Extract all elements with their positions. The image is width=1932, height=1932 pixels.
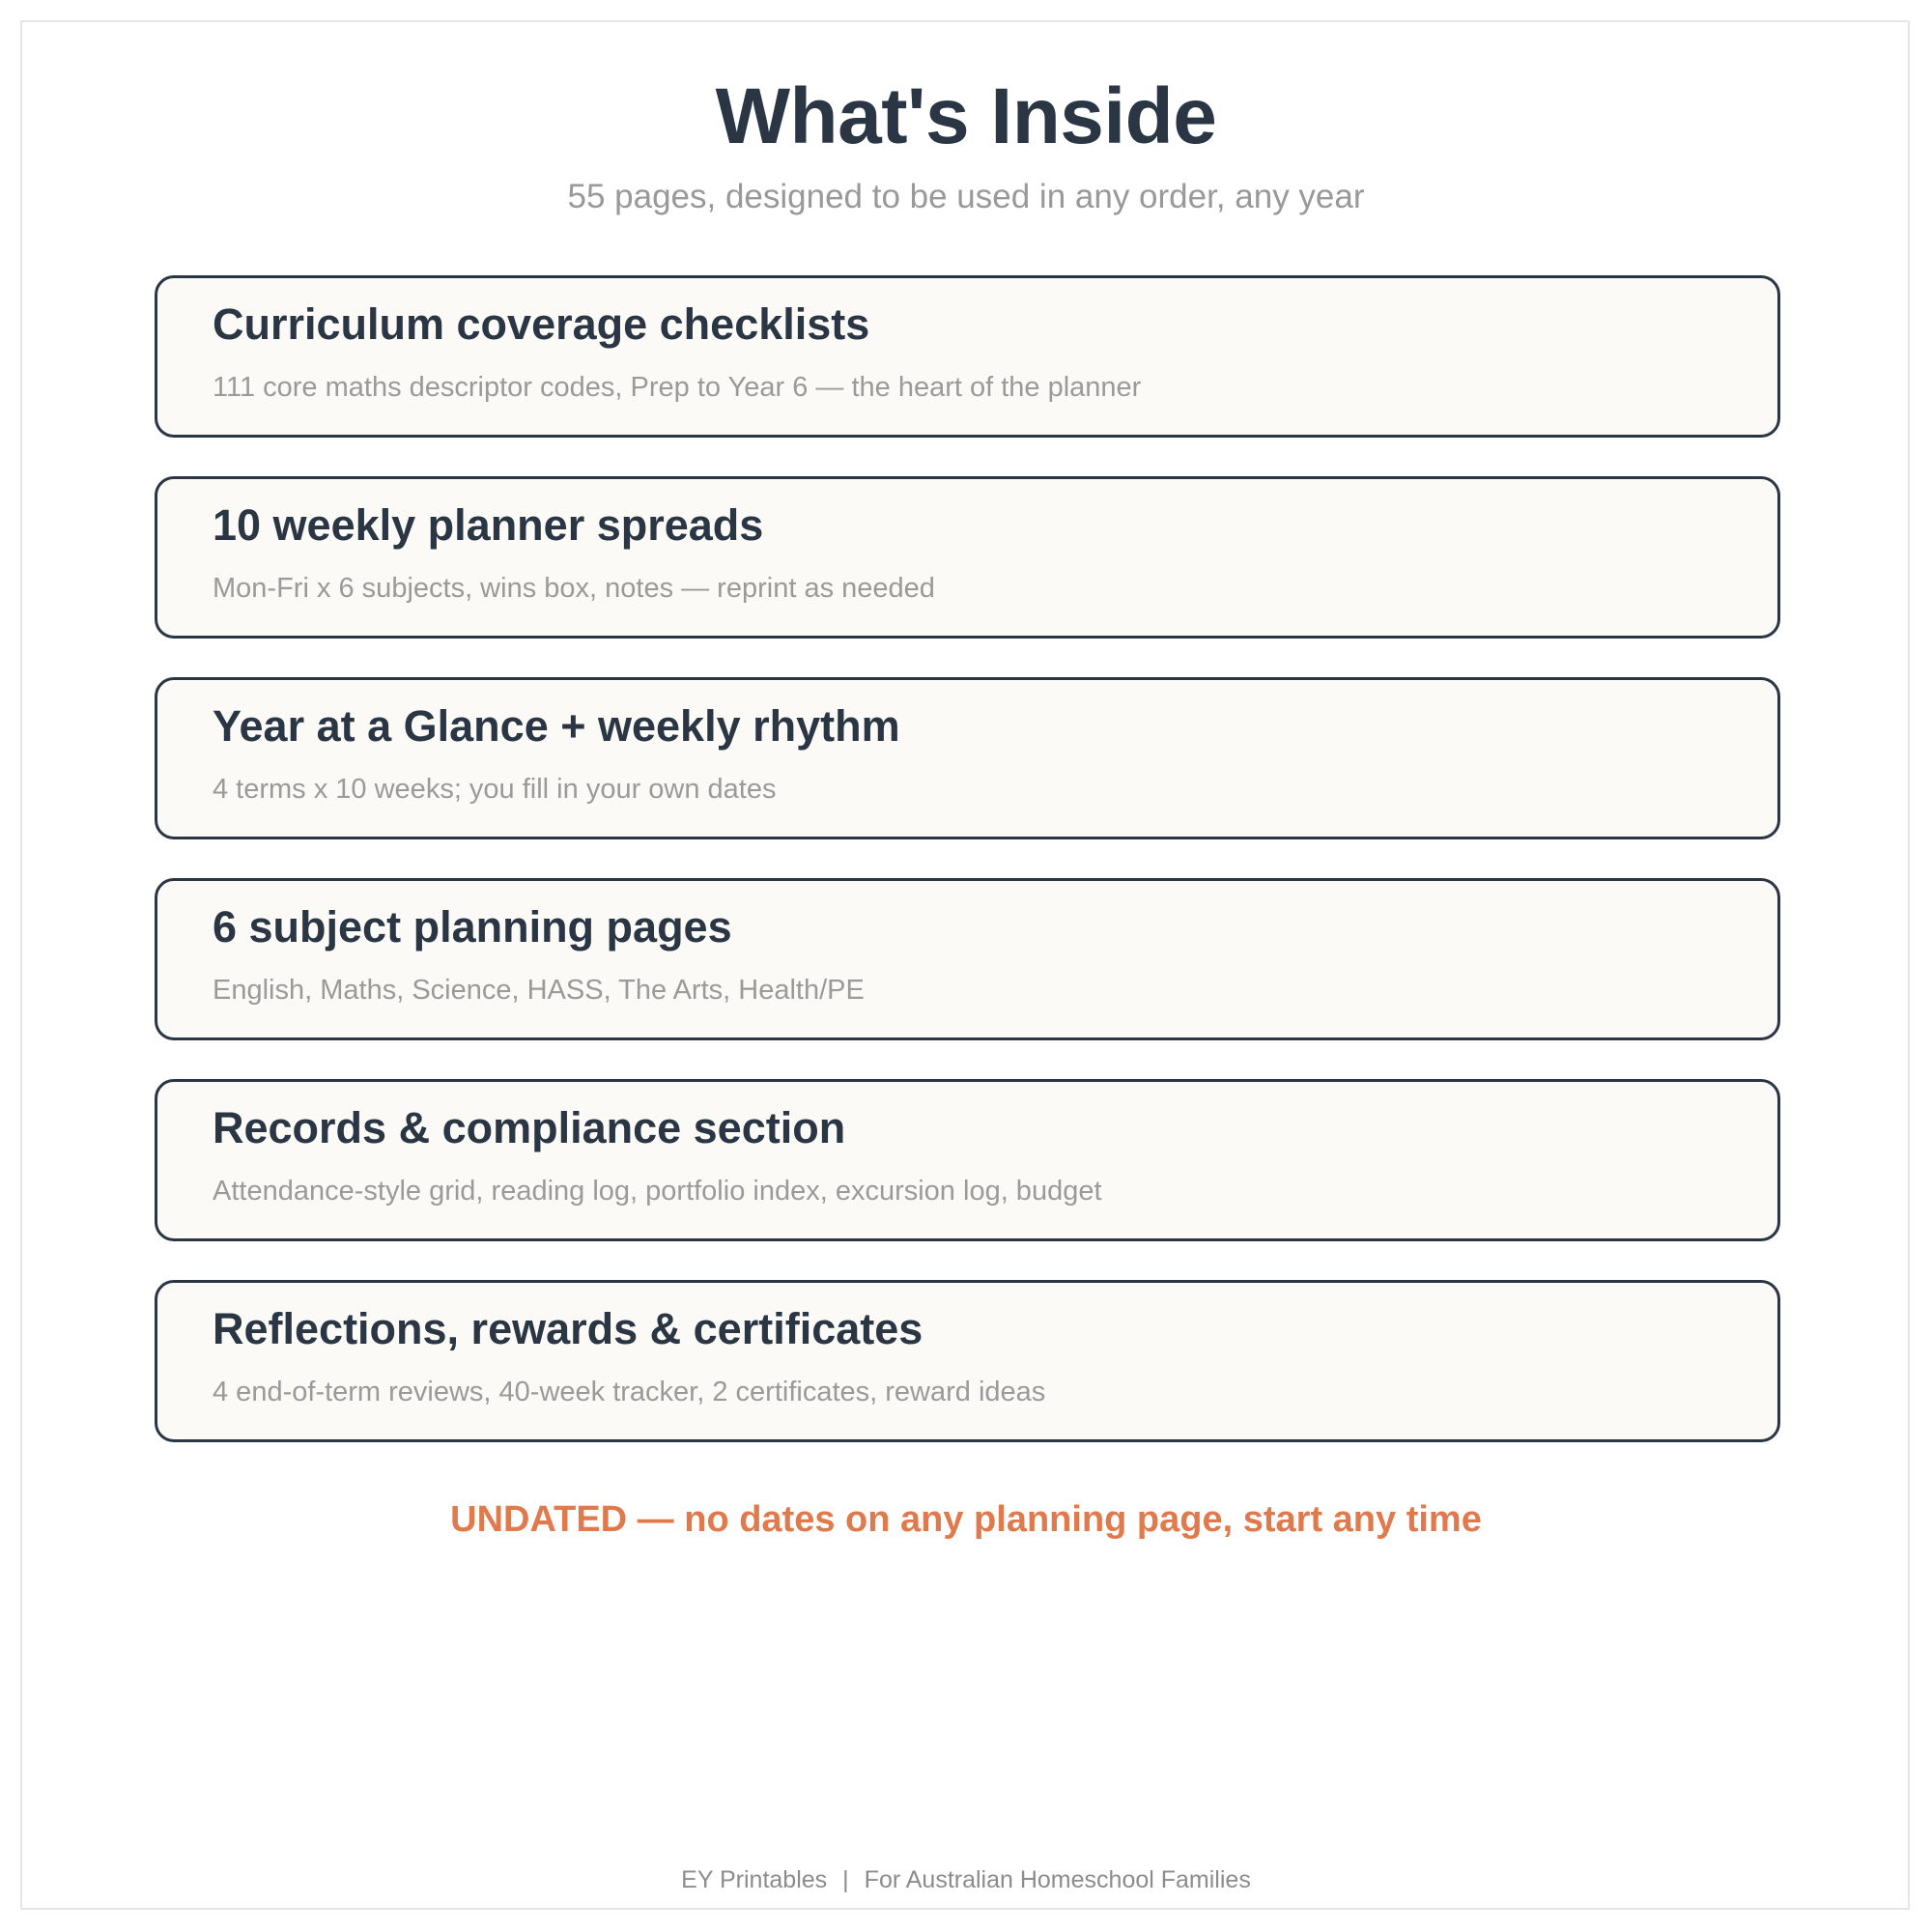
card-description: 4 terms x 10 weeks; you fill in your own dates: [213, 774, 777, 805]
card-description: 111 core maths descriptor codes, Prep to Year 6 — the heart of the planner: [213, 372, 1142, 403]
page-title: What's Inside: [715, 72, 1217, 160]
content-card-weekly-planner: [155, 476, 1780, 639]
undated-note: UNDATED — no dates on any planning page, start any time: [450, 1499, 1482, 1540]
content-card-curriculum: [155, 275, 1780, 438]
card-description: Attendance-style grid, reading log, portfolio index, excursion log, budget: [213, 1176, 1102, 1207]
card-description: English, Maths, Science, HASS, The Arts, Health/PE: [213, 975, 865, 1006]
card-title: Reflections, rewards & certificates: [213, 1304, 923, 1353]
contents-list: [155, 275, 1780, 1481]
footer-separator: |: [842, 1866, 849, 1893]
card-title: Year at a Glance + weekly rhythm: [213, 701, 900, 751]
content-card-records: [155, 1079, 1780, 1241]
footer-brand: EY Printables: [681, 1866, 828, 1893]
footer-tagline: For Australian Homeschool Families: [864, 1866, 1251, 1893]
page-subtitle: 55 pages, designed to be used in any order, any year: [567, 178, 1365, 215]
card-title: Records & compliance section: [213, 1103, 846, 1152]
content-card-year-at-a-glance: [155, 677, 1780, 839]
card-title: 6 subject planning pages: [213, 902, 732, 952]
card-description: 4 end-of-term reviews, 40-week tracker, 2 certificates, reward ideas: [213, 1377, 1046, 1407]
card-title: 10 weekly planner spreads: [213, 500, 764, 550]
content-card-subject-planning: [155, 878, 1780, 1040]
content-card-reflections: [155, 1280, 1780, 1442]
footer: [0, 1862, 1932, 1897]
card-title: Curriculum coverage checklists: [213, 299, 870, 349]
card-description: Mon-Fri x 6 subjects, wins box, notes — reprint as needed: [213, 573, 935, 604]
